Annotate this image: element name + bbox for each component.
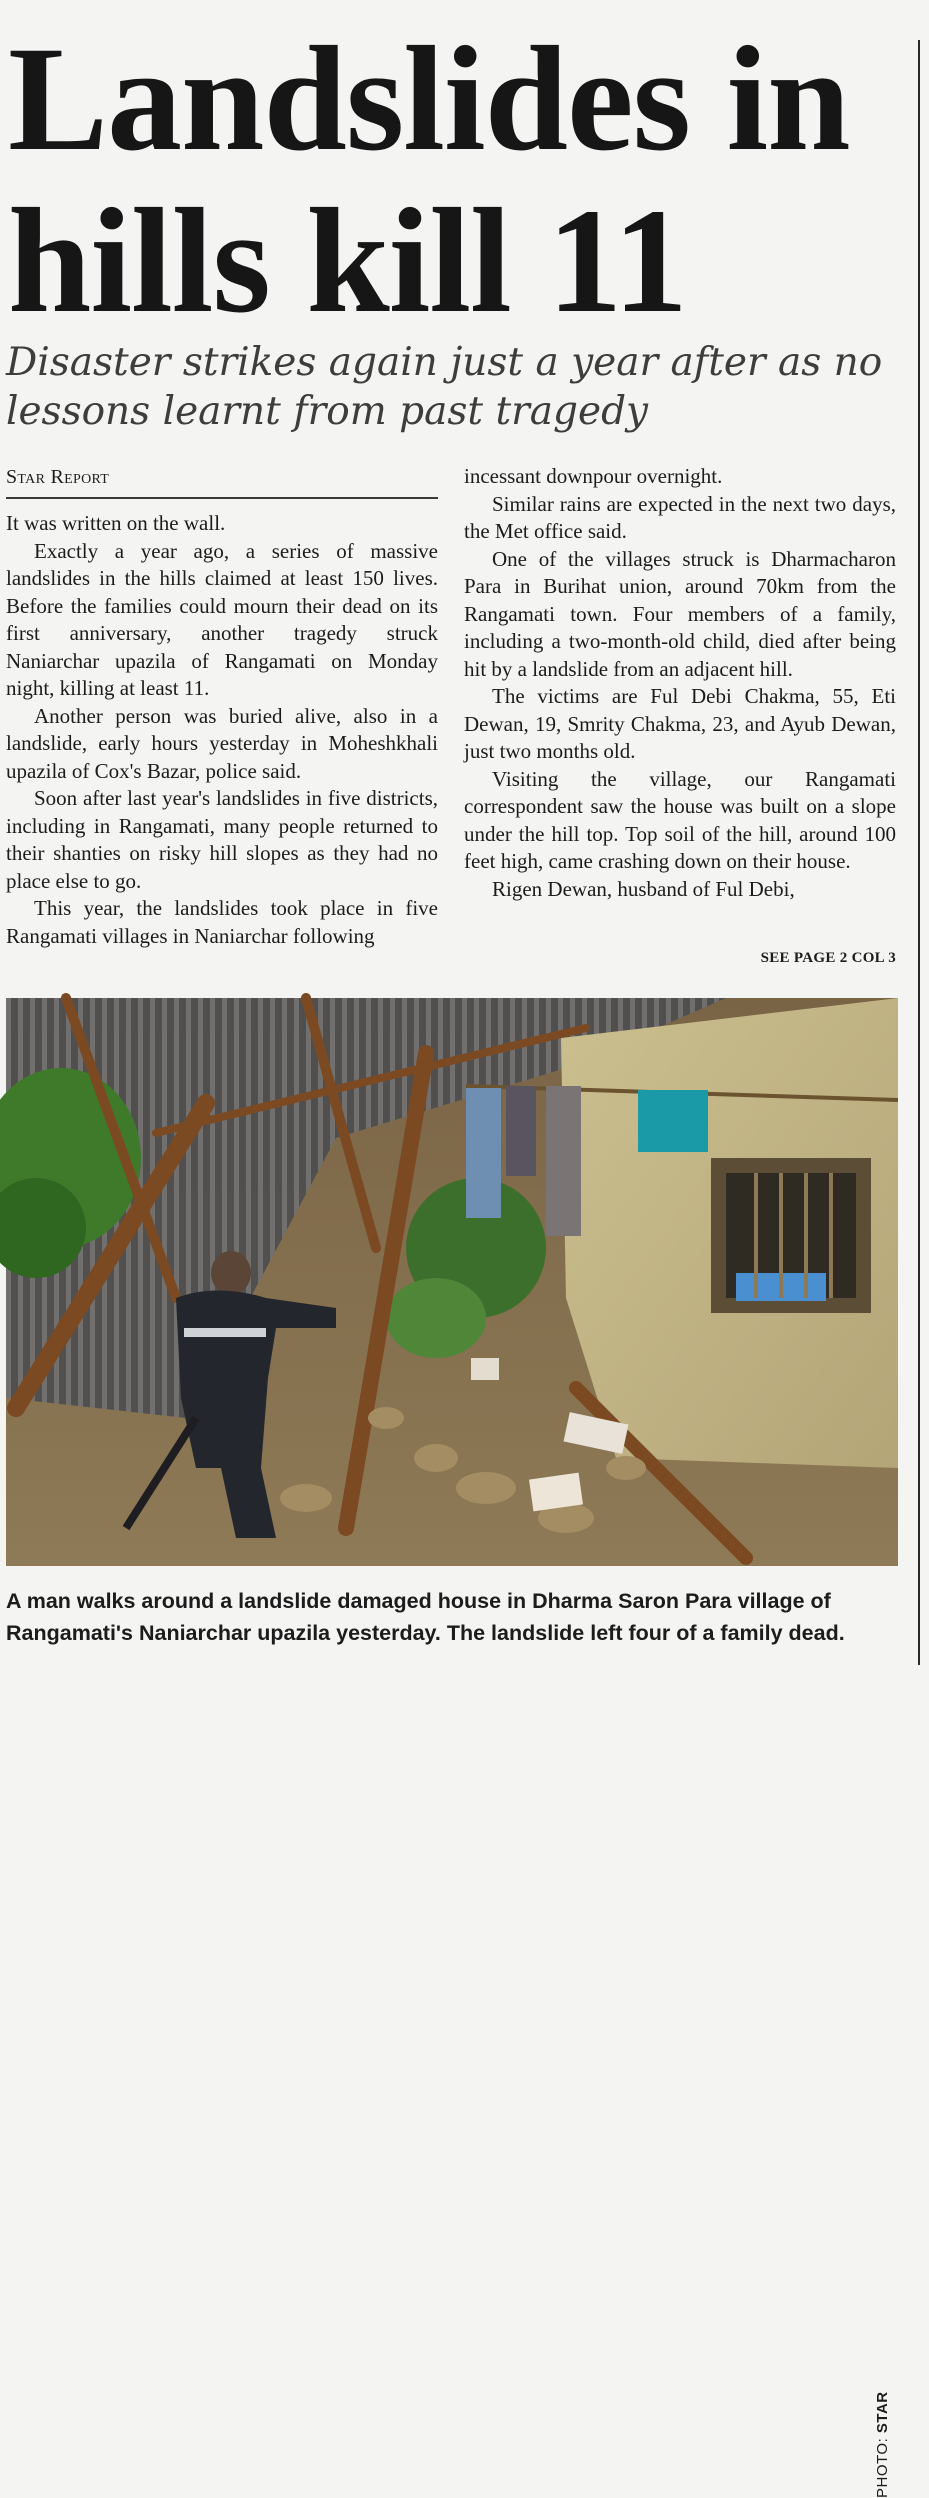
paragraph: It was written on the wall.: [6, 511, 226, 535]
jump-line: SEE PAGE 2 COL 3: [760, 950, 896, 966]
paragraph: The victims are Ful Debi Chakma, 55, Eti Dewan, 19, Smrity Chakma, 23, and Ayub Dewan, just two months old.: [464, 684, 896, 763]
article-column-2: [464, 463, 896, 903]
paragraph: One of the villages struck is Dharmacharon Para in Burihat union, around 70km from the Rangamati town. Four members of a family, including a two-month-old child, died after being hit by a landslide from an adjacent hill.: [464, 546, 896, 681]
paragraph: Exactly a year ago, a series of massive landslides in the hills claimed at least 150 lives. Before the families could mourn their dead on its first anniversary, another tragedy struck Naniarchar upazila of Rangamati on Monday night, killing at least 11.: [6, 538, 438, 700]
paragraph: Another person was buried alive, also in a landslide, early hours yesterday in Moheshkhali upazila of Cox's Bazar, police said.: [6, 703, 438, 783]
page-column-rule: [918, 40, 920, 1665]
paragraph: incessant downpour overnight.: [464, 464, 723, 488]
byline-rule: [6, 497, 438, 499]
paragraph: Rigen Dewan, husband of Ful Debi,: [492, 876, 795, 901]
photo-caption: A man walks around a landslide damaged house in Dharma Saron Para village of Rangamati's Naniarchar upazila yesterday. The landslide left four of a family dead.: [6, 1589, 845, 1645]
paragraph: Soon after last year's landslides in five districts, including in Rangamati, many people returned to their shanties on risky hill slopes as they had no place else to go.: [6, 786, 438, 893]
paragraph: Visiting the village, our Rangamati correspondent saw the house was built on a slope under the hill top. Top soil of the hill, around 100 feet high, came crashing down on their house.: [464, 766, 896, 873]
photo-credit: [874, 2391, 891, 2498]
photo-credit-name: STAR: [874, 2391, 891, 2434]
headline: Landslides in hills kill 11: [8, 16, 850, 344]
photo-credit-prefix: PHOTO:: [874, 2437, 891, 2498]
article-column-1: [6, 510, 438, 950]
byline: Star Report: [6, 466, 110, 488]
paragraph: This year, the landslides took place in five Rangamati villages in Naniarchar following: [6, 896, 438, 948]
deck-subheadline: Disaster strikes again just a year after as no lessons learnt from past tragedy: [6, 340, 883, 434]
paragraph: Similar rains are expected in the next two days, the Met office said.: [464, 491, 896, 543]
